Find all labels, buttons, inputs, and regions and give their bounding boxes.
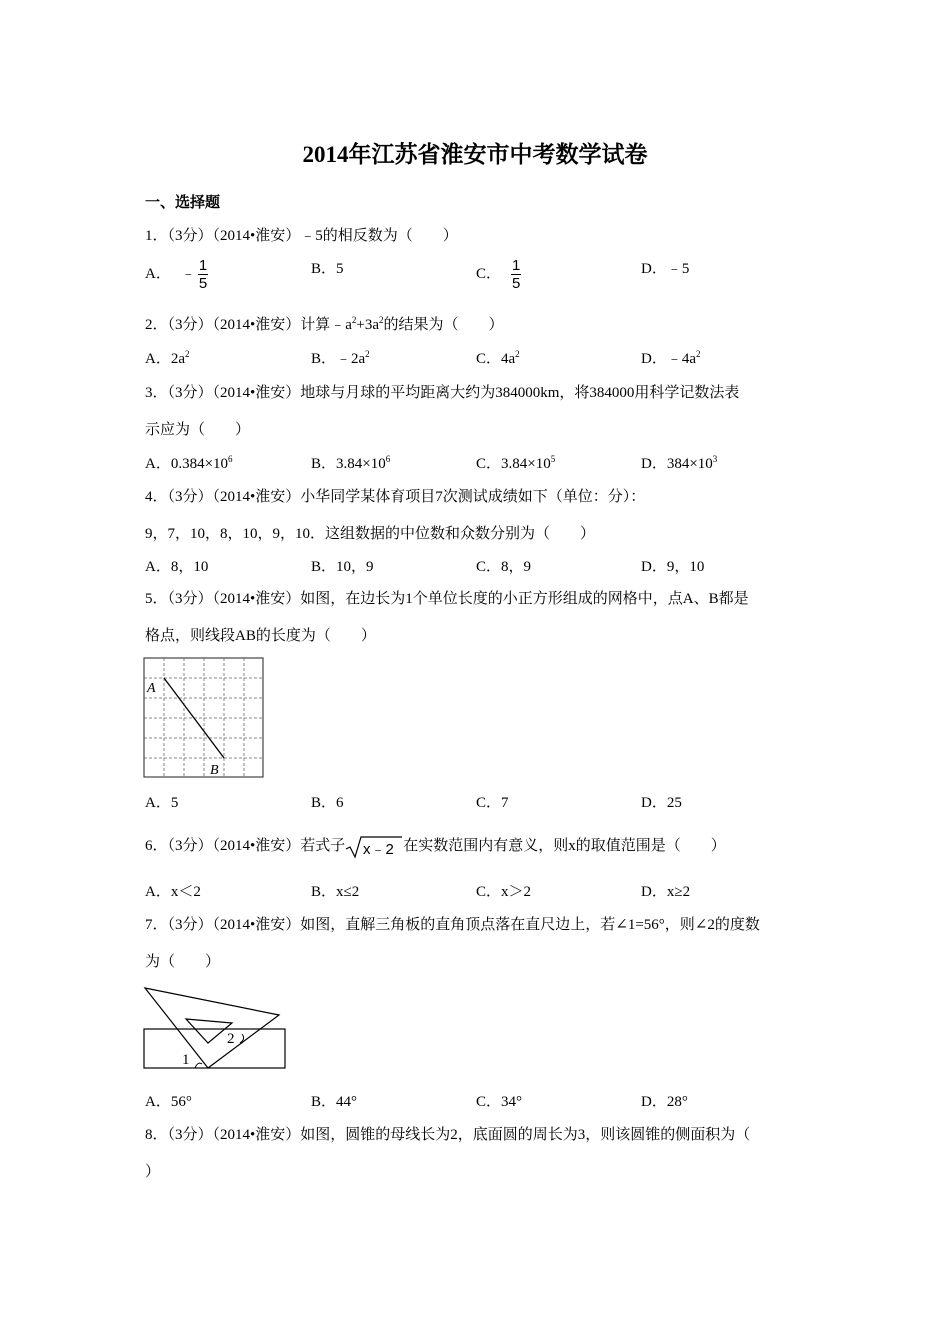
radicand-text: x﹣2 — [363, 840, 395, 858]
q7-option-a: A．56° — [145, 1094, 192, 1110]
angle-1-label: 1 — [182, 1052, 190, 1068]
q4-option-c: C．8，9 — [476, 559, 532, 575]
point-a-label: A — [147, 681, 156, 696]
q1-option-b: B．5 — [311, 261, 344, 277]
q3-option-c: C．$3.84\times 10^5$ — [476, 454, 556, 472]
question-3-stem-line1: 3．（3分）（2014•淮安）地球与月球的平均距离大约为384000km，将384000用科学记数法表 — [145, 385, 740, 401]
triangle-outer — [145, 988, 279, 1068]
q4-option-d: D．9，10 — [641, 559, 705, 575]
q2-option-c: C．$4a^2$ — [476, 349, 520, 367]
q1-option-d: D．﹣5 — [641, 261, 690, 277]
q6-option-b: B．x≤2 — [311, 884, 360, 900]
question-5-stem-line1: 5．（3分）（2014•淮安）如图，在边长为1个单位长度的小正方形组成的网格中，点A、B都是 — [145, 591, 749, 607]
question-5-stem-line2: 格点，则线段AB的长度为（ ） — [145, 628, 376, 644]
point-b-label: B — [210, 763, 219, 778]
page-title: 2014年江苏省淮安市中考数学试卷 — [302, 142, 648, 167]
q5-option-b: B．6 — [311, 795, 344, 811]
triangle-inner — [186, 1019, 232, 1043]
question-7-stem-line2: 为（ ） — [145, 954, 221, 970]
q1-option-a: A． ﹣ $\frac{1}{5}$ — [145, 257, 208, 292]
question-3-stem-line2: 示应为（ ） — [145, 422, 251, 438]
question-4-stem-line2: 9，7，10，8，10，9，10．这组数据的中位数和众数分别为（ ） — [145, 526, 596, 542]
q6-option-d: D．x≥2 — [641, 884, 691, 900]
question-8-stem-line1: 8．（3分）（2014•淮安）如图，圆锥的母线长为2，底面圆的周长为3，则该圆锥的侧面积为（ — [145, 1127, 751, 1143]
ruler — [144, 1029, 285, 1068]
q2-option-b: B．$﹣2a^2$ — [311, 349, 370, 367]
q5-option-d: D．25 — [641, 795, 682, 811]
grid-figure — [143, 657, 265, 779]
question-1-stem: 1．（3分）（2014•淮安）﹣5的相反数为（ ） — [145, 228, 458, 244]
q3-option-b: B．$3.84\times 10^6$ — [311, 454, 391, 472]
q2-option-a: A．$2a^2$ — [145, 349, 190, 367]
q1-option-c: C． $\frac{1}{5}$ — [476, 257, 521, 292]
q6-option-c: C．x＞2 — [476, 884, 532, 900]
q6-option-a: A．x＜2 — [145, 884, 201, 900]
q4-option-a: A．8，10 — [145, 559, 209, 575]
question-8-stem-line2: ） — [145, 1164, 161, 1180]
square-root-expression — [345, 835, 403, 859]
q2-option-d: D．$﹣4a^2$ — [641, 349, 701, 367]
q7-option-b: B．44° — [311, 1094, 358, 1110]
question-2-stem: 2．（3分）（2014•淮安）计算$﹣a^2+3a^2$的结果为（ ） — [145, 315, 504, 333]
angle-2-label: 2 — [227, 1031, 235, 1047]
q3-option-a: A．$0.384\times 10^6$ — [145, 454, 233, 472]
q7-option-c: C．34° — [476, 1094, 523, 1110]
question-4-stem-line1: 4．（3分）（2014•淮安）小华同学某体育项目7次测试成绩如下（单位：分）： — [145, 489, 646, 505]
q5-option-a: A．5 — [145, 795, 179, 811]
triangle-ruler-figure — [142, 985, 288, 1071]
q3-option-d: D．$384\times 10^3$ — [641, 454, 718, 472]
question-7-stem-line1: 7．（3分）（2014•淮安）如图，直解三角板的直角顶点落在直尺边上，若∠1=56°，则∠2的度数 — [145, 917, 760, 933]
q7-option-d: D．28° — [641, 1094, 688, 1110]
section-heading: 一、选择题 — [145, 195, 221, 211]
question-6-stem: 6．（3分）（2014•淮安）若式子 x﹣2 在实数范围内有意义，则x的取值范围是（ ） — [145, 834, 726, 859]
q5-option-c: C．7 — [476, 795, 509, 811]
q4-option-b: B．10，9 — [311, 559, 374, 575]
